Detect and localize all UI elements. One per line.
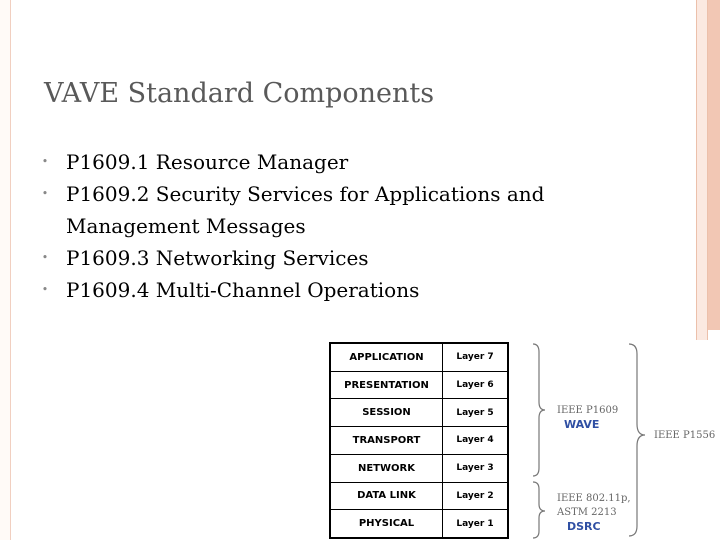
layer-number: Layer 6: [443, 371, 509, 399]
bullet-marker: •: [41, 187, 49, 200]
layer-number: Layer 4: [443, 427, 509, 455]
brace-upper: [533, 344, 545, 476]
left-frame-border: [0, 0, 11, 540]
right-frame-stripe-outer: [708, 0, 720, 330]
layer-number: Layer 7: [443, 343, 509, 371]
right-frame-stripe-inner: [696, 0, 708, 340]
osi-layer-diagram: [325, 338, 720, 540]
brace-outer: [629, 344, 645, 536]
layer-number: Layer 2: [443, 482, 509, 510]
bullet-text: P1609.2 Security Services for Applications and: [66, 182, 545, 206]
bullet-text: P1609.1 Resource Manager: [66, 150, 349, 174]
bullet-text: P1609.4 Multi-Channel Operations: [66, 278, 420, 302]
layer-number: Layer 5: [443, 399, 509, 427]
label-wave: WAVE: [564, 418, 600, 431]
bullet-marker: •: [41, 155, 49, 168]
bullet-marker: •: [41, 251, 49, 264]
bullet-text-continuation: Management Messages: [66, 214, 306, 238]
bullet-marker: •: [41, 283, 49, 296]
slide-title: VAVE Standard Components: [44, 78, 435, 109]
bullet-item: [38, 178, 598, 242]
label-astm-2213: ASTM 2213: [557, 507, 617, 518]
layer-name: PRESENTATION: [330, 371, 443, 399]
layer-number: Layer 1: [443, 510, 509, 538]
layer-name: NETWORK: [330, 454, 443, 482]
bullet-list: [38, 146, 598, 306]
layer-name: APPLICATION: [330, 343, 443, 371]
label-dsrc: DSRC: [567, 520, 601, 533]
bullet-item: [38, 242, 598, 274]
layer-name: PHYSICAL: [330, 510, 443, 538]
layer-name: SESSION: [330, 399, 443, 427]
bullet-item: [38, 146, 598, 178]
brace-lower: [533, 482, 545, 538]
layer-name: DATA LINK: [330, 482, 443, 510]
layer-number: Layer 3: [443, 454, 509, 482]
label-ieee-p1556: IEEE P1556: [654, 430, 716, 441]
label-ieee-80211p: IEEE 802.11p,: [557, 493, 631, 504]
layer-name: TRANSPORT: [330, 427, 443, 455]
label-ieee-p1609: IEEE P1609: [557, 405, 619, 416]
bullet-item: [38, 274, 598, 306]
bullet-text: P1609.3 Networking Services: [66, 246, 369, 270]
